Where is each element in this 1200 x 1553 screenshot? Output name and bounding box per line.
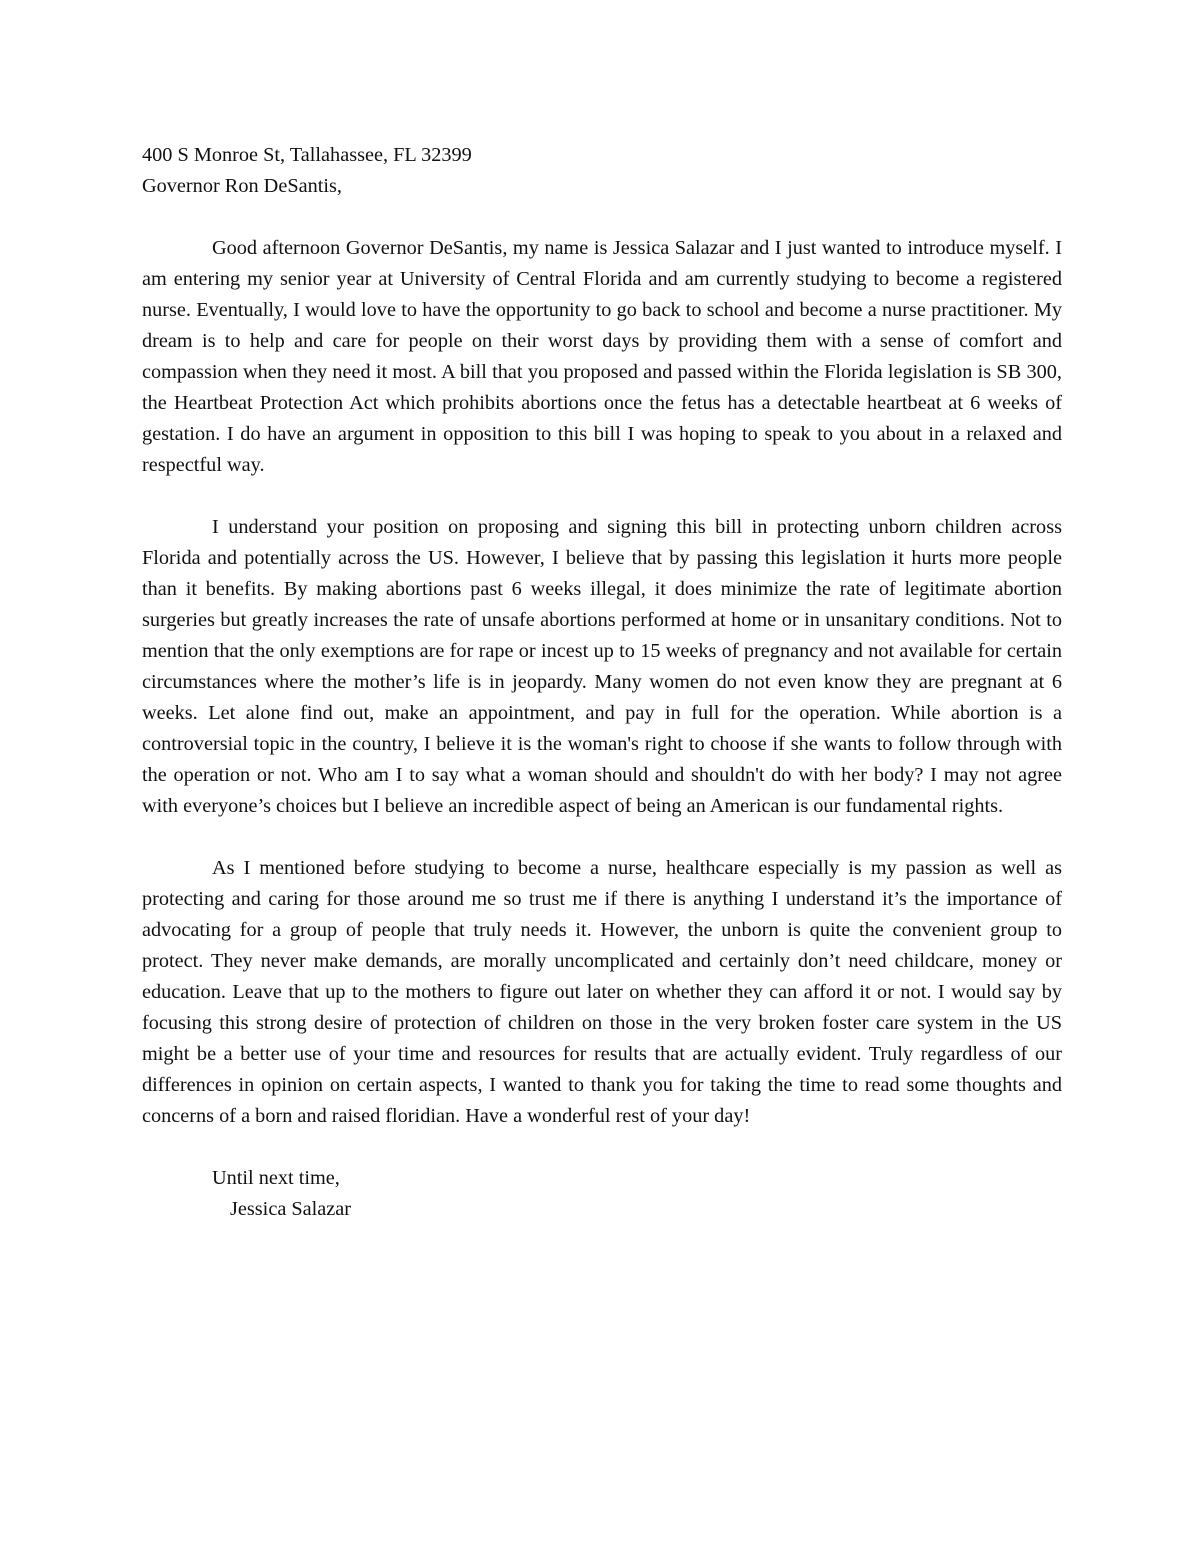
paragraph-introduction: Good afternoon Governor DeSantis, my name is Jessica Salazar and I just wanted to introduce myself. I am entering my senior year at University of Central Florida and am currently studying to become a registered nurse. Eventually, I would love to have the opportunity to go back to school and become a nurse practitioner. My dream is to help and care for people on their worst days by providing them with a sense of comfort and compassion when they need it most. A bill that you proposed and passed within the Florida legislation is SB 300, the Heartbeat Protection Act which prohibits abortions once the fetus has a detectable heartbeat at 6 weeks of gestation. I do have an argument in opposition to this bill I was hoping to speak to you about in a relaxed and respectful way.: [142, 237, 1062, 476]
salutation: Governor Ron DeSantis,: [142, 175, 342, 197]
spacer: [142, 481, 1062, 512]
spacer: [142, 822, 1062, 853]
paragraph-conclusion: As I mentioned before studying to become a nurse, healthcare especially is my passion as well as protecting and caring for those around me so trust me if there is anything I understand it’s the importance of advocating for a group of people that truly needs it. However, the unborn is quite the convenient group to protect. They never make demands, are morally uncomplicated and certainly don’t need childcare, money or education. Leave that up to the mothers to figure out later on whether they can afford it or not. I would say by focusing this strong desire of protection of children on those in the very broken foster care system in the US might be a better use of your time and resources for results that are actually evident. Truly regardless of our differences in opinion on certain aspects, I wanted to thank you for taking the time to read some thoughts and concerns of a born and raised floridian. Have a wonderful rest of your day!: [142, 857, 1062, 1127]
letter-body: [142, 140, 1062, 1225]
paragraph-argument: I understand your position on proposing and signing this bill in protecting unborn children across Florida and potentially across the US. However, I believe that by passing this legislation it hurts more people than it benefits. By making abortions past 6 weeks illegal, it does minimize the rate of legitimate abortion surgeries but greatly increases the rate of unsafe abortions performed at home or in unsanitary conditions. Not to mention that the only exemptions are for rape or incest up to 15 weeks of pregnancy and not available for certain circumstances where the mother’s life is in jeopardy. Many women do not even know they are pregnant at 6 weeks. Let alone find out, make an appointment, and pay in full for the operation. While abortion is a controversial topic in the country, I believe it is the woman's right to choose if she wants to follow through with the operation or not. Who am I to say what a woman should and shouldn't do with her body? I may not agree with everyone’s choices but I believe an incredible aspect of being an American is our fundamental rights.: [142, 516, 1062, 817]
signature: Jessica Salazar: [230, 1198, 352, 1220]
spacer: [142, 202, 1062, 233]
spacer: [142, 1132, 1062, 1163]
closing: Until next time,: [212, 1167, 340, 1189]
recipient-address: 400 S Monroe St, Tallahassee, FL 32399: [142, 144, 472, 166]
